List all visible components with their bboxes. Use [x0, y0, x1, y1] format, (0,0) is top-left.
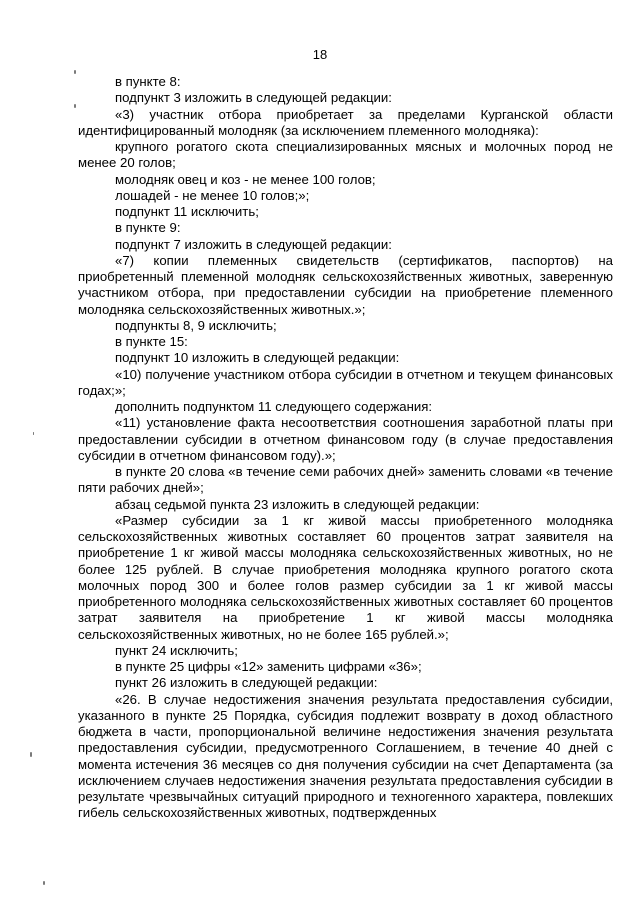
scan-speck	[33, 432, 34, 435]
paragraph: «10) получение участником отбора субсидии в отчетном и текущем финансовых годах;»;	[78, 366, 613, 398]
paragraph: крупного рогатого скота специализированных мясных и молочных пород не менее 20 голов;	[78, 139, 613, 171]
paragraph: дополнить подпунктом 11 следующего содержания:	[115, 399, 433, 414]
paragraph: подпункт 11 исключить;	[115, 204, 259, 219]
scan-speck	[43, 881, 45, 885]
paragraph: в пункте 8:	[115, 74, 181, 89]
paragraph: молодняк овец и коз - не менее 100 голов;	[115, 171, 376, 187]
paragraph: в пункте 15:	[115, 334, 188, 349]
paragraph: «7) копии племенных свидетельств (сертификатов, паспортов) на приобретенный племенной молодняк сельскохозяйственных животных, заверенную участником отбора, при предоставлении субсидии на приобретение племенного молодняка сельскохозяйственных животных.»;	[78, 252, 613, 317]
scan-speck	[30, 752, 32, 757]
document-body	[78, 74, 613, 822]
paragraph: подпункт 7 изложить в следующей редакции:	[115, 236, 392, 252]
paragraph: подпункты 8, 9 исключить;	[115, 317, 277, 333]
scan-speck	[74, 104, 76, 108]
paragraph: подпункт 10 изложить в следующей редакции:	[115, 350, 400, 366]
paragraph: абзац седьмой пункта 23 изложить в следующей редакции:	[115, 496, 480, 512]
paragraph: «Размер субсидии за 1 кг живой массы приобретенного молодняка сельскохозяйственных животных составляет 60 процентов затрат заявителя на приобретение 1 кг живой массы молодняка сельскохозяйственных животных, но не более 125 рублей. В случае приобретения молодняка крупного рогатого скота молочных пород 300 и более голов размер субсидии за 1 кг живой массы приобретенного молодняка сельскохозяйственных животных составляет 60 процентов затрат заявителя на приобретение 1 кг живой массы молодняка сельскохозяйственных животных, но не более 165 рублей.»;	[78, 512, 613, 642]
paragraph: пункт 26 изложить в следующей редакции:	[115, 675, 378, 691]
paragraph: «3) участник отбора приобретает за пределами Курганской области идентифицированный молодняк (за исключением племенного молодняка):	[78, 106, 613, 138]
scan-speck	[74, 70, 76, 74]
paragraph: в пункте 25 цифры «12» заменить цифрами «36»;	[115, 659, 422, 674]
paragraph: в пункте 20 слова «в течение семи рабочих дней» заменить словами «в течение пяти рабочих дней»;	[78, 464, 613, 496]
paragraph: «26. В случае недостижения значения результата предоставления субсидии, указанного в пункте 25 Порядка, субсидия подлежит возврату в доход областного бюджета в части, пропорциональной величине недостижения значения результата предоставления субсидии, предусмотренного Соглашением, в течение 40 дней с момента истечения 36 месяцев со дня получения субсидии на счет Департамента (за исключением случаев недостижения значения результата предоставления субсидии в результате чрезвычайных ситуаций природного и техногенного характера, повлекших гибель сельскохозяйственных животных, подтвержденных	[78, 691, 613, 821]
paragraph: подпункт 3 изложить в следующей редакции:	[115, 90, 392, 106]
page-number: 18	[312, 47, 328, 62]
paragraph: лошадей - не менее 10 голов;»;	[115, 187, 310, 203]
paragraph: «11) установление факта несоответствия соотношения заработной платы при предоставлении субсидии в отчетном финансовом году (в случае предоставления субсидии в отчетном финансовом году).»;	[78, 415, 613, 463]
paragraph: пункт 24 исключить;	[115, 642, 238, 658]
paragraph: в пункте 9:	[115, 220, 181, 236]
